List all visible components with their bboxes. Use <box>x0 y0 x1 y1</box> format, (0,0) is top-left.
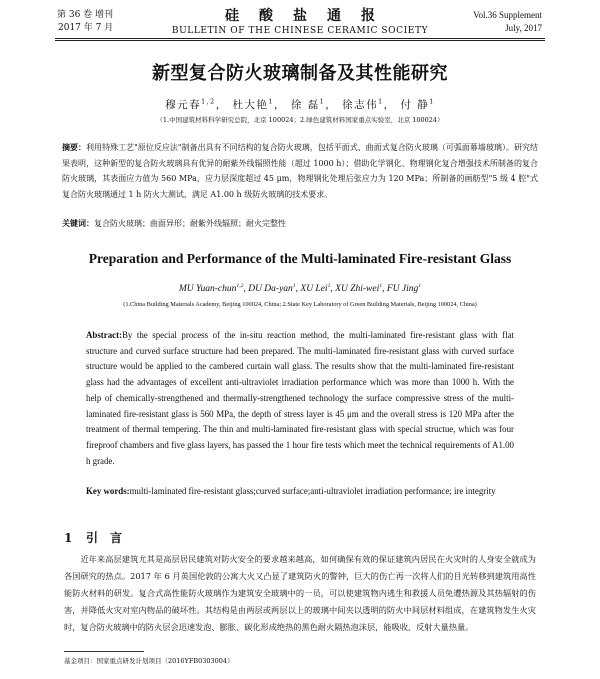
author-affil-mark: 1 <box>379 282 383 289</box>
paper-title-en: Preparation and Performance of the Multi-laminated Fire-resistant Glass <box>88 251 512 266</box>
affiliation-en: (1.China Building Materials Academy, Beijing 100024, China; 2.State Key Laboratory of Green Building Materials, Beijing 100024, China) <box>123 301 477 308</box>
author-affil-mark: 1 <box>418 282 422 289</box>
header-rule-thin <box>55 40 545 41</box>
abstract-en <box>86 328 514 469</box>
header-center <box>150 5 450 36</box>
author-name-en: XU Lei <box>300 284 328 294</box>
author-name: 徐志伟 <box>342 99 379 111</box>
author-sep: , <box>330 284 336 294</box>
author-sep: , <box>243 284 249 294</box>
abstract-label-cn: 摘要： <box>62 142 87 152</box>
author-sep: , <box>295 284 301 294</box>
author-affil-mark: 1 <box>319 98 326 106</box>
volume-cn: 第 36 卷 增刊 <box>57 10 114 20</box>
paper-title-cn: 新型复合防火玻璃制备及其性能研究 <box>152 63 448 84</box>
keywords-text-en: multi-laminated fire-resistant glass;curved surface;anti-ultraviolet irradiation performance; ire integrity <box>129 486 496 496</box>
author-sep: ， <box>215 99 228 111</box>
section-heading <box>64 529 134 546</box>
keywords-en <box>86 484 514 500</box>
author-name-en: MU Yuan-chun <box>178 284 237 294</box>
abstract-label-en: Abstract: <box>86 330 122 340</box>
journal-title-en: BULLETIN OF THE CHINESE CERAMIC SOCIETY <box>171 26 429 36</box>
abstract-cn <box>62 140 538 202</box>
authors-cn <box>0 97 600 112</box>
author-sep: ， <box>383 99 396 111</box>
keywords-text-cn: 复合防火玻璃；曲面异形；耐紫外线辐照；耐火完整性 <box>94 219 286 228</box>
author-affil-mark: 1 <box>292 282 296 289</box>
authors-en <box>0 284 600 294</box>
volume-en: Vol.36 Supplement <box>473 10 542 20</box>
body-paragraph: 近年来高层建筑尤其是高层居民建筑对防火安全的要求越来越高，如何确保有效的保证建筑内居民在火灾时的人身安全就成为各国研究的热点。2017 年 6 月英国伦敦的公寓大火又凸显了建筑防火的警钟，巨大的伤亡再一次将人们的目光转移到建筑用高性能防火材料的研发。复合式高性能防火玻璃作为建筑安全玻璃中的一员，可以使建筑物内逃生和救援人员免遭热源及其热辐射的伤害，并降低火灾对室内物品的破坏性。其结构是由两层或两层以上的玻璃中间夹以透明的防火中间层材料组成，在建筑物发生火灾时，复合防火玻璃中的防火层会迅速发泡、膨胀、碳化形成绝热的黑色耐火隔热泡沫层，能吸收、反射大量热量。 <box>64 554 536 632</box>
section-title: 引言 <box>86 531 135 545</box>
author-affil-mark: 1 <box>429 98 435 106</box>
section-number: 1 <box>64 531 73 545</box>
abstract-text-en: By the special process of the in-situ reaction method, the multi-laminated fire-resistant glass with flat structure and curved surface structure had been prepared. The multi-laminated fire-resistant glass with curved surface structure would be applied to the cambered curtain wall glass. The results show that the multi-laminated fire-resistant glass had the advantages of excellent anti-ultraviolet irradiation performance which was more than 1000 h. With the help of chemically-strengthened and thermally-strengthened technology the surface compressive stress of the multi-laminated fire-resistant glass is 560 MPa, the depth of stress layer is 45 μm and the overall stress is 120 MPa after the treatment of thermal tempering. The thin and multi-laminated fire-resistant glass with special structue, which was four fireproof chambers and five glass layers, has passed the 1 hour fire tests which meet the technical requirements of A1.00 h grade. <box>86 330 514 466</box>
author-name: 徐 磊 <box>290 99 320 111</box>
header-rule <box>55 38 545 39</box>
author-name: 杜大艳 <box>232 99 269 111</box>
author-name-en: FU Jing <box>386 284 419 294</box>
author-name: 付 静 <box>400 99 430 111</box>
date-en: July, 2017 <box>505 23 542 33</box>
author-affil-mark: 1 <box>268 98 275 106</box>
keywords-cn <box>62 218 538 229</box>
footnote: 基金项目：国家重点研发计划项目（2016YFB0303004） <box>64 657 234 665</box>
footnote-rule <box>64 651 144 652</box>
author-affil-mark: 1,2 <box>201 98 216 106</box>
keywords-label-cn: 关键词： <box>62 218 94 228</box>
author-affil-mark: 1,2 <box>236 282 244 289</box>
author-name-en: DU Da-yan <box>248 284 293 294</box>
author-sep: , <box>382 284 387 294</box>
affiliation-cn: （1.中国建筑材料科学研究总院，北京 100024；2.绿色建筑材料国家重点实验室，北京 100024） <box>156 116 444 124</box>
date-cn: 2017 年 7 月 <box>58 23 114 33</box>
journal-title-cn: 硅酸盐通报 <box>225 8 395 24</box>
abstract-text-cn: 利用特殊工艺"原位反应法"制备出具有不同结构的复合防火玻璃，包括平面式、曲面式复合防火玻璃（可弧面幕墙玻璃）。研究结果表明，这种新型的复合防火玻璃具有优异的耐紫外线辐照性能（超过 1000 h）；借助化学钢化、物理钢化复合增强技术所制备的复合防火玻璃，其表面应力值为 560 MPa，应力层深度超过 45 μm，物理钢化处理后张应力为 120 MPa；所制备的画舫型"5 级 4 腔"式复合防火玻璃通过 1 h 防火大测试，满足 A1.00 h 级防火玻璃的技术要求。 <box>62 143 539 199</box>
author-name: 穆元春 <box>165 99 202 111</box>
header-left <box>57 9 113 35</box>
author-name-en: XU Zhi-wei <box>335 284 380 294</box>
header-right <box>473 9 542 35</box>
author-sep: ， <box>325 99 338 111</box>
author-affil-mark: 1 <box>327 282 331 289</box>
author-sep: ， <box>274 99 287 111</box>
author-affil-mark: 1 <box>378 98 384 106</box>
keywords-label-en: Key words: <box>86 486 130 496</box>
